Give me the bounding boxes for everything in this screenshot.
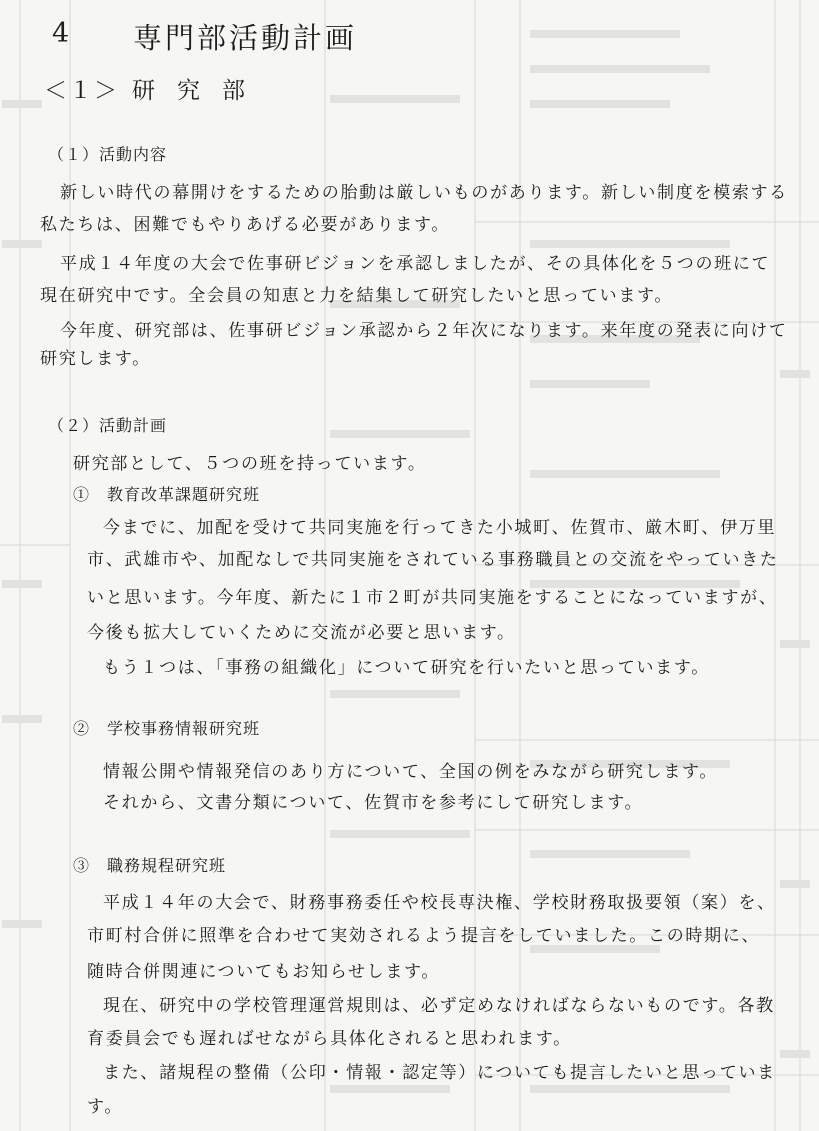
plan-heading: （２）活動計画 [48,416,168,435]
group-line: 今後も拡大していくために交流が必要と思います。 [87,623,516,643]
group-line: いと思います。今年度、新たに１市２町が共同実施をすることになっていますが、 [87,588,778,608]
group-line: それから、文書分類について、佐賀市を参考にして研究します。 [103,793,644,813]
group-line: す。 [87,1097,124,1117]
group-line: 現在、研究中の学校管理運営規則は、必ず定めなければならないものです。各教 [103,996,775,1016]
activity-heading: （１）活動内容 [48,145,168,164]
group-title: ③ 職務規程研究班 [73,856,227,875]
activity-line: 新しい時代の幕開けをするための胎動は厳しいものがあります。新しい制度を模索する [60,183,788,203]
activity-line: 研究します。 [40,349,151,369]
activity-line: 平成１４年度の大会で佐事研ビジョンを承認しましたが、その具体化を５つの班にて [60,254,771,274]
group-line: また、諸規程の整備（公印・情報・認定等）についても提言したいと思っていま [103,1063,776,1083]
section-number: ＜１＞ [44,78,119,104]
group-line: もう１つは、「事務の組織化」について研究を行いたいと思っています。 [103,658,710,678]
group-title: ② 学校事務情報研究班 [73,719,261,738]
activity-line: 私たちは、困難でもやりあげる必要があります。 [40,215,451,235]
group-line: 情報公開や情報発信のあり方について、全国の例をみながら研究します。 [103,762,719,782]
group-line: 平成１４年の大会で、財務事務委任や校長専決権、学校財務取扱要領（案）を、 [103,893,776,913]
activity-line: 今年度、研究部は、佐事研ビジョン承認から２年次になります。来年度の発表に向けて [60,321,788,341]
group-line: 育委員会でも遅ればせながら具体化されると思われます。 [87,1029,572,1049]
group-title: ① 教育改革課題研究班 [73,485,261,504]
group-line: 今までに、加配を受けて共同実施を行ってきた小城町、佐賀市、厳木町、伊万里 [103,518,777,538]
chapter-number: 4 [52,18,71,49]
chapter-title: 専門部活動計画 [133,21,358,55]
group-line: 市、武雄市や、加配なしで共同実施をされている事務職員との交流をやっていきた [87,550,779,570]
group-line: 市町村合併に照準を合わせて実効されるよう提言をしていました。この時期に、 [87,926,761,946]
plan-intro: 研究部として、５つの班を持っています。 [73,454,427,474]
section-title: 研究部 [132,78,267,104]
group-line: 随時合併関連についてもお知らせします。 [87,962,441,982]
activity-line: 現在研究中です。全会員の知恵と力を結集して研究したいと思っています。 [40,286,674,306]
